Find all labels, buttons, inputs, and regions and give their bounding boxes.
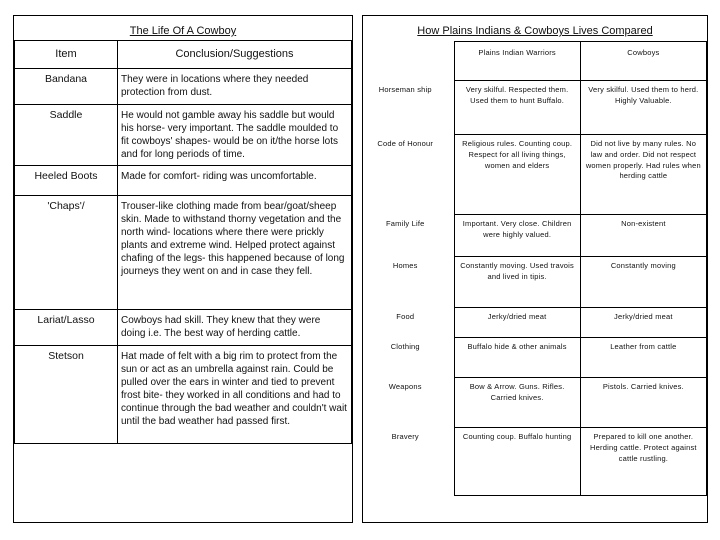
indians-cell: Jerky/dried meat	[454, 308, 580, 338]
cowboy-life-header-row	[15, 41, 352, 69]
indians-cell: Counting coup. Buffalo hunting	[454, 428, 580, 496]
item-cell: Lariat/Lasso	[15, 310, 118, 346]
table-row	[365, 428, 707, 496]
conclusion-cell: He would not gamble away his saddle but would his horse- very important. The saddle moulded to fit cowboys' shapes- would be on it/the horse lots and for long periods of time.	[118, 105, 352, 166]
cowboy-life-panel	[13, 15, 353, 523]
item-cell: Heeled Boots	[15, 166, 118, 196]
table-row	[15, 346, 352, 444]
table-row	[15, 196, 352, 310]
indians-cell: Very skilful. Respected them. Used them to hunt Buffalo.	[454, 81, 580, 135]
corner-cell	[365, 42, 454, 81]
row-label: Code of Honour	[377, 138, 434, 148]
item-cell: Bandana	[15, 69, 118, 105]
cowboys-cell: Constantly moving	[580, 257, 706, 308]
conclusion-cell: They were in locations where they needed protection from dust.	[118, 69, 352, 105]
table-row	[15, 310, 352, 346]
item-cell: 'Chaps'/	[15, 196, 118, 310]
row-label: Weapons	[388, 381, 422, 391]
indians-cell: Constantly moving. Used travois and lived in tipis.	[454, 257, 580, 308]
row-label: Homes	[392, 260, 418, 270]
cowboys-cell: Pistols. Carried knives.	[580, 378, 706, 428]
indians-cell: Buffalo hide & other animals	[454, 338, 580, 378]
cowboys-header: Cowboys	[580, 42, 706, 81]
cowboys-cell: Very skilful. Used them to herd. Highly Valuable.	[580, 81, 706, 135]
cowboys-cell: Did not live by many rules. No law and order. Did not respect women properly. Had rules when herding cattle	[580, 135, 706, 215]
table-row	[365, 135, 707, 215]
conclusion-cell: Hat made of felt with a big rim to protect from the sun or act as an umbrella against rain. Could be pulled over the ears in winter and tied to prevent frost bite- they worked in all conditions and had to continue through the bad weather and couldn't wait until the bad weather had passed first.	[118, 346, 352, 444]
indians-header: Plains Indian Warriors	[454, 42, 580, 81]
cowboys-cell: Non-existent	[580, 215, 706, 257]
item-cell: Saddle	[15, 105, 118, 166]
conclusion-cell: Made for comfort- riding was uncomfortable.	[118, 166, 352, 196]
table-row	[365, 338, 707, 378]
table-row	[365, 81, 707, 135]
comparison-table	[365, 41, 707, 496]
table-row	[365, 215, 707, 257]
row-label: Horseman ship	[378, 84, 432, 94]
indians-cell: Bow & Arrow. Guns. Rifles. Carried knives.	[454, 378, 580, 428]
row-label: Food	[396, 311, 415, 321]
table-row	[15, 105, 352, 166]
conclusion-cell: Cowboys had skill. They knew that they were doing i.e. The best way of herding cattle.	[118, 310, 352, 346]
table-row	[15, 166, 352, 196]
table-row	[15, 69, 352, 105]
cowboys-cell: Leather from cattle	[580, 338, 706, 378]
row-label: Bravery	[391, 431, 419, 441]
cowboy-life-table	[14, 40, 352, 444]
indians-cell: Important. Very close. Children were highly valued.	[454, 215, 580, 257]
item-header: Item	[15, 41, 118, 69]
table-row	[365, 378, 707, 428]
table-row	[365, 257, 707, 308]
conclusion-cell: Trouser-like clothing made from bear/goat/sheep skin. Made to withstand thorny vegetation and the north wind- locations where there were prickly plants and extreme wind. Helped protect against chafing of the legs- this happened because of long journeys they went on and in case they fell.	[118, 196, 352, 310]
comparison-title: How Plains Indians & Cowboys Lives Compared	[417, 25, 653, 37]
item-cell: Stetson	[15, 346, 118, 444]
row-label: Clothing	[390, 341, 420, 351]
comparison-header-row	[365, 42, 707, 81]
cowboy-life-title: The Life Of A Cowboy	[129, 25, 237, 37]
conclusion-header: Conclusion/Suggestions	[118, 41, 352, 69]
comparison-panel	[362, 15, 708, 523]
cowboys-cell: Jerky/dried meat	[580, 308, 706, 338]
table-row	[365, 308, 707, 338]
cowboys-cell: Prepared to kill one another. Herding cattle. Protect against cattle rustling.	[580, 428, 706, 496]
indians-cell: Religious rules. Counting coup. Respect for all living things, women and elders	[454, 135, 580, 215]
row-label: Family Life	[386, 218, 425, 228]
